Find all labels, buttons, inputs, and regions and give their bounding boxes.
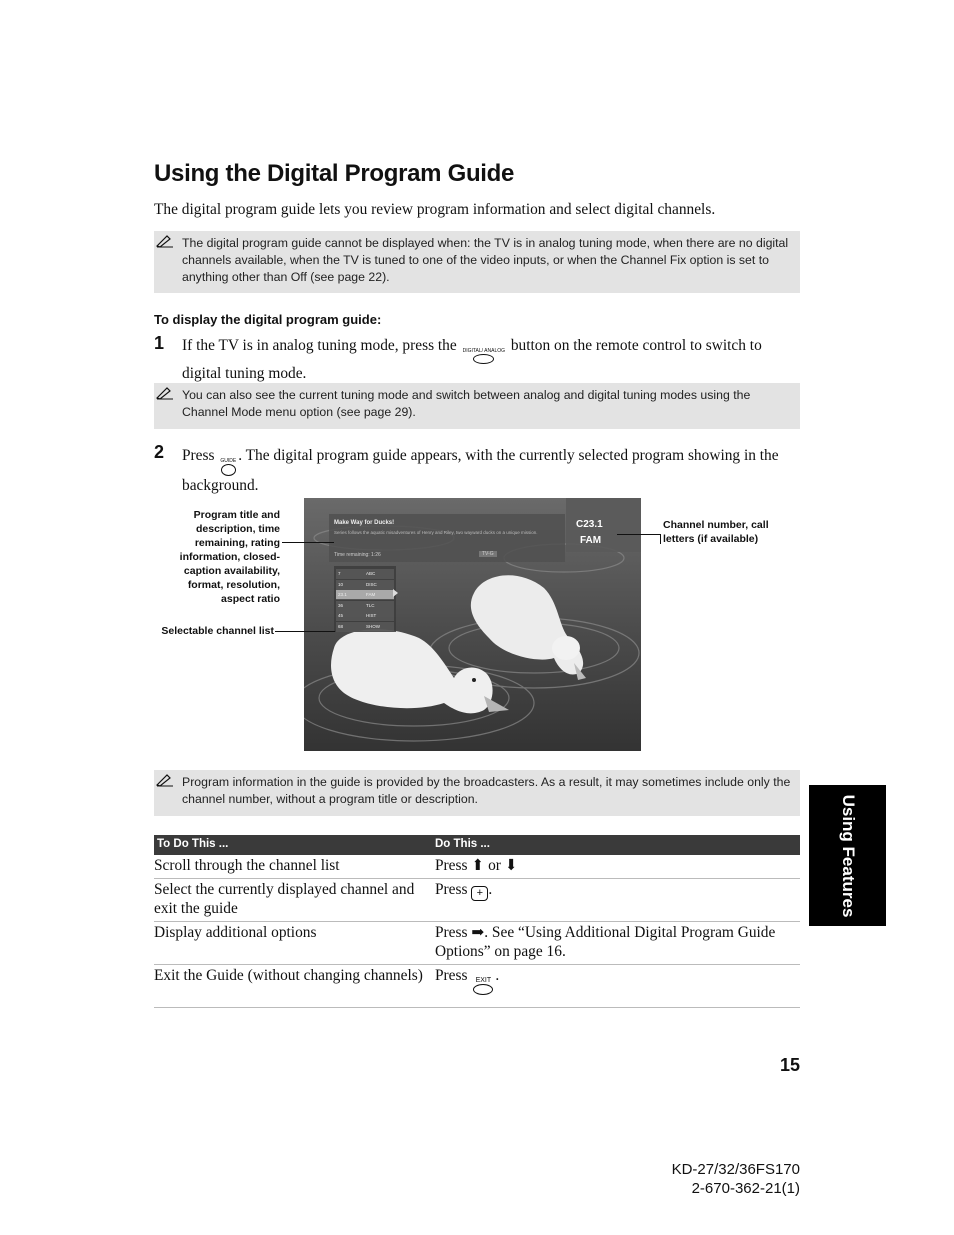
channel-list-item[interactable] bbox=[336, 569, 394, 579]
step-text-after: . The digital program guide appears, with the currently selected program showing in the background. bbox=[182, 447, 779, 494]
table-cell: Press ➡. See “Using Additional Digital Program Guide Options” on page 16. bbox=[435, 924, 776, 960]
rating-badge: TV-G bbox=[479, 551, 497, 557]
section-tab-label: Using Features bbox=[838, 794, 858, 917]
time-remaining: Time remaining: 1:26 bbox=[334, 552, 381, 558]
channel-list-number: 45 bbox=[338, 613, 344, 618]
digital-analog-button-label: DIGITAL/ ANALOG bbox=[462, 348, 505, 354]
callout-line bbox=[282, 542, 334, 543]
table-cell bbox=[435, 880, 795, 901]
table-cell-text: . bbox=[495, 967, 500, 984]
callout-channel-number: Channel number, call letters (if available) bbox=[663, 519, 769, 545]
note-pencil-icon bbox=[156, 234, 174, 248]
channel-list-number: 68 bbox=[338, 623, 344, 629]
note-pencil-icon bbox=[156, 773, 174, 787]
step-number: 2 bbox=[154, 442, 165, 462]
channel-list-item[interactable] bbox=[336, 601, 394, 611]
table-cell: Select the currently displayed channel and exit the guide bbox=[154, 881, 415, 917]
model-info bbox=[672, 1160, 800, 1198]
note-text: You can also see the current tuning mode and switch between analog and digital tuning modes using the Channel Mode menu option (see page 29). bbox=[182, 388, 751, 419]
program-title: Make Way for Ducks! bbox=[334, 520, 395, 526]
button-oval bbox=[473, 984, 493, 995]
digital-analog-button-icon bbox=[463, 349, 505, 364]
table-cell: Exit the Guide (without changing channels) bbox=[154, 967, 423, 984]
step-text bbox=[182, 446, 802, 495]
exit-button-icon bbox=[473, 977, 493, 995]
callout-line bbox=[275, 631, 335, 632]
part-number: 2-670-362-21(1) bbox=[691, 1180, 800, 1197]
table-cell bbox=[435, 966, 795, 995]
section-tab bbox=[809, 785, 886, 926]
note-pencil-icon bbox=[156, 386, 174, 400]
table-row bbox=[154, 922, 800, 965]
guide-button-icon bbox=[220, 459, 236, 476]
channel-list-name: DISC bbox=[366, 581, 377, 587]
channel-number: C23.1 bbox=[576, 519, 603, 530]
intro-paragraph: The digital program guide lets you review program information and select digital channels. bbox=[154, 201, 716, 218]
table-row bbox=[154, 965, 800, 1008]
channel-list-number: 10 bbox=[338, 581, 344, 587]
button-oval bbox=[221, 464, 236, 476]
table-header bbox=[154, 835, 800, 855]
call-letters: FAM bbox=[580, 535, 602, 546]
step-text bbox=[182, 336, 802, 383]
step-number: 1 bbox=[154, 333, 165, 353]
exit-button-label: EXIT bbox=[475, 977, 492, 984]
channel-selector-arrow-icon bbox=[393, 589, 398, 597]
table-cell-text: Press bbox=[435, 881, 468, 898]
callout-line bbox=[617, 534, 661, 535]
table-cell-text: . bbox=[488, 881, 493, 898]
note-box bbox=[154, 770, 800, 816]
note-text: Program information in the guide is provided by the broadcasters. As a result, it may sometimes include only the channel number, without a program title or description. bbox=[182, 775, 791, 806]
channel-list-item[interactable] bbox=[336, 622, 394, 632]
guide-button-label: GUIDE bbox=[220, 458, 237, 464]
select-plus-button-icon: + bbox=[471, 886, 488, 901]
channel-list-item[interactable] bbox=[336, 611, 394, 621]
channel-list-name: FAM bbox=[366, 592, 376, 597]
table-header-cell: To Do This ... bbox=[157, 838, 229, 850]
channel-list-name: TLC bbox=[366, 602, 375, 608]
program-info-banner bbox=[329, 514, 565, 562]
table-cell-text: Press bbox=[435, 967, 468, 984]
page-number: 15 bbox=[779, 1055, 800, 1075]
channel-list-number: 23.1 bbox=[338, 592, 347, 597]
callout-program-info: Program title and description, time remaining, rating information, closed-caption availability, format, resolution, aspect ratio bbox=[179, 509, 280, 605]
program-description: Series follows the aquatic misadventures of Henry and Riley, two wayward ducks on a unique mission. bbox=[334, 530, 538, 535]
tv-screen-illustration bbox=[304, 498, 641, 751]
instructions-table bbox=[154, 835, 800, 1008]
table-cell: Press ⬆ or ⬇ bbox=[435, 857, 518, 874]
channel-id-box bbox=[566, 498, 641, 552]
channel-list-number: 7 bbox=[338, 571, 341, 576]
callout-channel-list: Selectable channel list bbox=[161, 625, 274, 637]
table-header-cell: Do This ... bbox=[435, 838, 490, 850]
channel-list-number: 36 bbox=[338, 602, 344, 608]
page-title: Using the Digital Program Guide bbox=[154, 160, 515, 187]
channel-list[interactable] bbox=[334, 566, 396, 632]
note-box bbox=[154, 231, 800, 293]
note-box bbox=[154, 383, 800, 429]
table-row bbox=[154, 855, 800, 879]
channel-list-item[interactable] bbox=[336, 580, 394, 590]
model-number: KD-27/32/36FS170 bbox=[671, 1161, 800, 1178]
callout-line bbox=[660, 534, 661, 544]
step-text-before: If the TV is in analog tuning mode, press the bbox=[182, 337, 457, 354]
channel-list-name: HIST bbox=[366, 613, 377, 618]
step-text-after: button on the remote control to switch to digital tuning mode. bbox=[182, 337, 762, 382]
table-cell: Display additional options bbox=[154, 924, 317, 941]
table-cell: Scroll through the channel list bbox=[154, 857, 340, 874]
channel-list-item[interactable] bbox=[336, 590, 394, 600]
table-row bbox=[154, 879, 800, 922]
channel-list-name: SHOW bbox=[366, 623, 380, 629]
button-oval bbox=[473, 354, 494, 364]
note-text: The digital program guide cannot be displayed when: the TV is in analog tuning mode, when there are no digital channels available, when the TV is tuned to one of the video inputs, or when the Channel Fix option is set to anything other than Off (see page 22). bbox=[182, 236, 789, 284]
channel-list-name: ABC bbox=[366, 571, 376, 576]
step-text-before: Press bbox=[182, 447, 215, 464]
procedure-heading: To display the digital program guide: bbox=[154, 312, 382, 327]
